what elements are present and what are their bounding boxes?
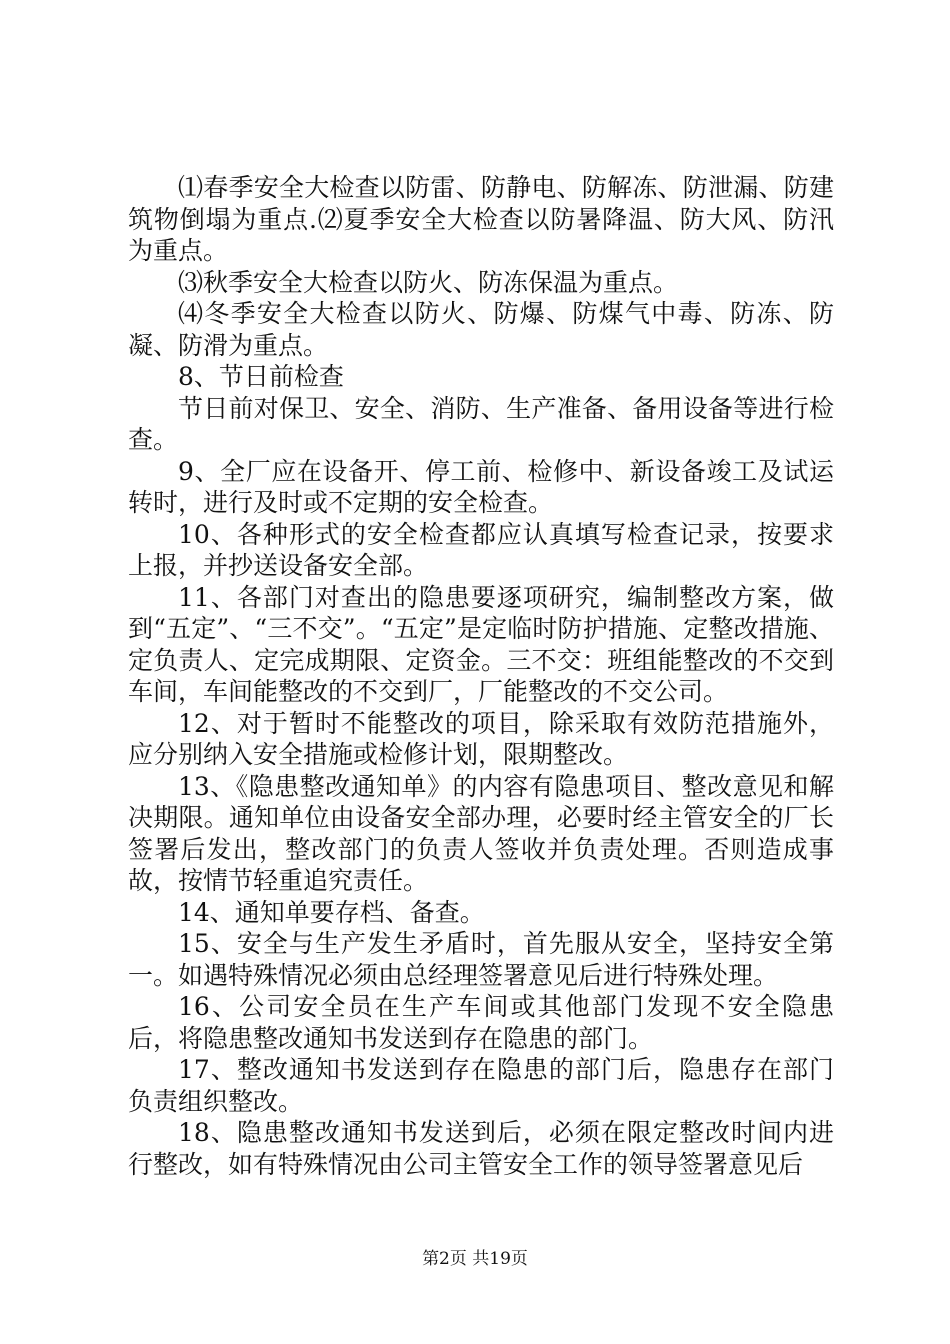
paragraph: 节日前对保卫、安全、消防、生产准备、备用设备等进行检查。 bbox=[128, 393, 834, 454]
paragraph: 18、隐患整改通知书发送到后，必须在限定整改时间内进行整改，如有特殊情况由公司主管安全工作的领导签署意见后 bbox=[128, 1118, 834, 1179]
paragraph: ⑴春季安全大检查以防雷、防静电、防解冻、防泄漏、防建筑物倒塌为重点.⑵夏季安全大检查以防暑降温、防大风、防汛为重点。 bbox=[128, 173, 834, 265]
paragraph: 15、安全与生产发生矛盾时，首先服从安全，坚持安全第一。如遇特殊情况必须由总经理签署意见后进行特殊处理。 bbox=[128, 929, 834, 990]
paragraph: 14、通知单要存档、备查。 bbox=[178, 897, 485, 927]
paragraph: ⑷冬季安全大检查以防火、防爆、防煤气中毒、防冻、防凝、防滑为重点。 bbox=[128, 299, 834, 360]
paragraph: 12、对于暂时不能整改的项目，除采取有效防范措施外，应分别纳入安全措施或检修计划，限期整改。 bbox=[128, 708, 834, 769]
page-number-footer: 第2页 共19页 bbox=[422, 1249, 528, 1269]
paragraph: ⑶秋季安全大检查以防火、防冻保温为重点。 bbox=[178, 267, 679, 297]
paragraph: 16、公司安全员在生产车间或其他部门发现不安全隐患后，将隐患整改通知书发送到存在隐患的部门。 bbox=[128, 992, 834, 1053]
section-heading: 8、节日前检查 bbox=[178, 362, 344, 391]
document-body bbox=[128, 172, 834, 1180]
paragraph: 17、整改通知书发送到存在隐患的部门后，隐患存在部门负责组织整改。 bbox=[128, 1055, 834, 1116]
paragraph: 13、《隐患整改通知单》的内容有隐患项目、整改意见和解决期限。通知单位由设备安全部办理，必要时经主管安全的厂长签署后发出，整改部门的负责人签收并负责处理。否则造成事故，按情节轻重追究责任。 bbox=[128, 771, 834, 895]
paragraph: 9、全厂应在设备开、停工前、检修中、新设备竣工及试运转时，进行及时或不定期的安全检查。 bbox=[128, 456, 834, 517]
paragraph: 10、各种形式的安全检查都应认真填写检查记录，按要求上报，并抄送设备安全部。 bbox=[128, 519, 834, 580]
paragraph: 11、各部门对查出的隐患要逐项研究，编制整改方案，做到“五定”、“三不交”。“五定”是定临时防护措施、定整改措施、定负责人、定完成期限、定资金。三不交：班组能整改的不交到车间，车间能整改的不交到厂，厂能整改的不交公司。 bbox=[128, 582, 834, 706]
